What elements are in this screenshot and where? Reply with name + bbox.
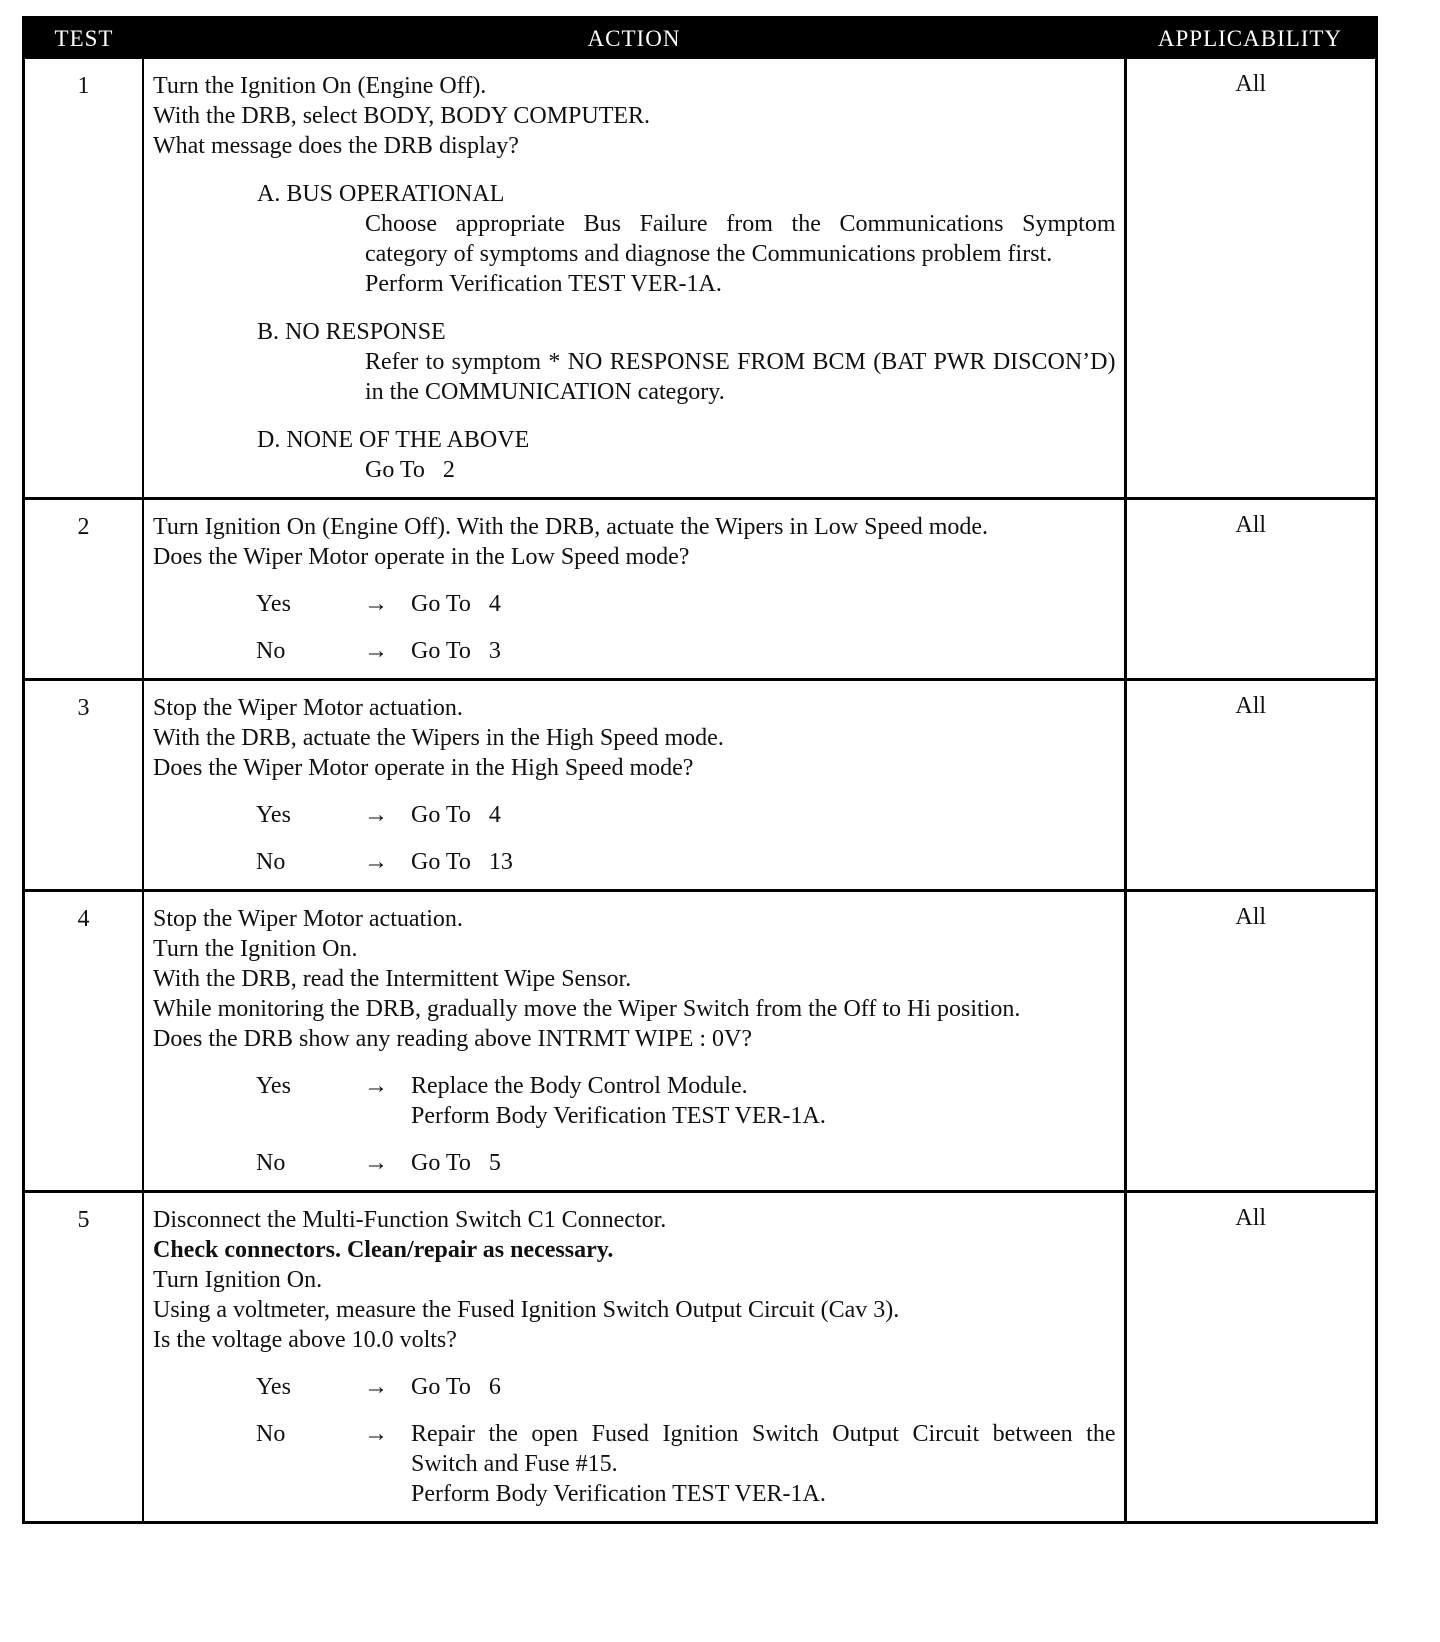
arrow-right-icon: → — [364, 849, 388, 875]
action-line: Turn the Ignition On. — [153, 936, 358, 962]
applicability-cell: All — [1125, 891, 1375, 1192]
option-text: Perform Verification TEST VER-1A. — [365, 271, 722, 297]
branch-label: Yes — [256, 591, 291, 617]
action-line: Turn the Ignition On (Engine Off). — [153, 73, 487, 99]
branch-no — [153, 636, 1116, 666]
action-cell — [143, 891, 1125, 1192]
branch-yes — [153, 1071, 1116, 1131]
action-line: While monitoring the DRB, gradually move the Wiper Switch from the Off to Hi position. — [153, 996, 1021, 1022]
option-label: B. NO RESPONSE — [257, 319, 446, 345]
arrow-right-icon: → — [364, 802, 388, 828]
test-row-1 — [25, 59, 1375, 499]
action-cell — [143, 1192, 1125, 1522]
arrow-right-icon: → — [364, 1374, 388, 1400]
branch-result: Go To 4 — [411, 591, 501, 617]
action-line: What message does the DRB display? — [153, 133, 519, 159]
header-action: ACTION — [143, 19, 1125, 59]
header-test: TEST — [25, 19, 143, 59]
action-line: With the DRB, read the Intermittent Wipe Sensor. — [153, 966, 632, 992]
diagnostic-table — [25, 19, 1375, 1521]
branch-label: Yes — [256, 802, 291, 828]
action-line: Using a voltmeter, measure the Fused Ignition Switch Output Circuit (Cav 3). — [153, 1297, 900, 1323]
branch-label: No — [256, 638, 286, 664]
option-bus-operational — [153, 179, 1116, 299]
action-cell — [143, 499, 1125, 680]
action-cell — [143, 59, 1125, 499]
table-header-row — [25, 19, 1375, 59]
branch-result: Go To 5 — [411, 1150, 501, 1176]
branch-result-line: Repair the open Fused Ignition Switch Output Circuit between the Switch and Fuse #15. — [411, 1421, 1116, 1477]
branch-result: Go To 4 — [411, 802, 501, 828]
action-line: Stop the Wiper Motor actuation. — [153, 906, 463, 932]
action-line-emphasis: Check connectors. Clean/repair as necessary. — [153, 1237, 614, 1263]
arrow-right-icon: → — [364, 1421, 388, 1447]
branch-yes — [153, 800, 1116, 830]
test-row-5 — [25, 1192, 1375, 1522]
branch-result: Go To 3 — [411, 638, 501, 664]
applicability-cell: All — [1125, 680, 1375, 891]
action-line: Is the voltage above 10.0 volts? — [153, 1327, 457, 1353]
applicability-cell: All — [1125, 1192, 1375, 1522]
branch-label: No — [256, 1150, 286, 1176]
option-text: Choose appropriate Bus Failure from the Communications Symptom category of symptoms and diagnose the Communications problem first. — [365, 211, 1116, 267]
arrow-right-icon: → — [364, 591, 388, 617]
branch-result — [411, 1071, 1116, 1131]
test-number: 3 — [25, 680, 143, 891]
branch-result-line: Perform Body Verification TEST VER-1A. — [411, 1481, 826, 1507]
action-line: Does the Wiper Motor operate in the High Speed mode? — [153, 755, 694, 781]
test-number: 5 — [25, 1192, 143, 1522]
action-line: With the DRB, actuate the Wipers in the High Speed mode. — [153, 725, 724, 751]
option-text: Refer to symptom * NO RESPONSE FROM BCM (BAT PWR DISCON’D) in the COMMUNICATION category. — [365, 349, 1116, 405]
option-none-of-the-above — [153, 425, 1116, 485]
branch-result-line: Replace the Body Control Module. — [411, 1073, 748, 1099]
action-line: Does the DRB show any reading above INTRMT WIPE : 0V? — [153, 1026, 753, 1052]
test-number: 1 — [25, 59, 143, 499]
header-applicability: APPLICABILITY — [1125, 19, 1375, 59]
arrow-right-icon: → — [364, 638, 388, 664]
option-label: D. NONE OF THE ABOVE — [257, 427, 530, 453]
branch-no — [153, 1148, 1116, 1178]
arrow-right-icon: → — [364, 1073, 388, 1099]
diagnostic-procedure-sheet — [22, 16, 1378, 1524]
option-label: A. BUS OPERATIONAL — [257, 181, 505, 207]
branch-no — [153, 847, 1116, 877]
test-number: 2 — [25, 499, 143, 680]
test-row-2 — [25, 499, 1375, 680]
applicability-cell: All — [1235, 71, 1267, 97]
action-line: Turn Ignition On. — [153, 1267, 323, 1293]
test-number: 4 — [25, 891, 143, 1192]
branch-label: No — [256, 849, 286, 875]
branch-yes — [153, 1372, 1116, 1402]
action-line: Stop the Wiper Motor actuation. — [153, 695, 463, 721]
branch-label: Yes — [256, 1073, 291, 1099]
branch-yes — [153, 589, 1116, 619]
action-cell — [143, 680, 1125, 891]
option-no-response — [153, 317, 1116, 407]
branch-label: Yes — [256, 1374, 291, 1400]
branch-no — [153, 1419, 1116, 1509]
branch-result — [411, 1419, 1116, 1509]
branch-result-line: Perform Body Verification TEST VER-1A. — [411, 1103, 826, 1129]
action-line: With the DRB, select BODY, BODY COMPUTER. — [153, 103, 651, 129]
applicability-cell: All — [1125, 499, 1375, 680]
option-text: Go To 2 — [365, 457, 455, 483]
branch-result: Go To 6 — [411, 1374, 501, 1400]
arrow-right-icon: → — [364, 1150, 388, 1176]
branch-result: Go To 13 — [411, 849, 513, 875]
action-line: Turn Ignition On (Engine Off). With the DRB, actuate the Wipers in Low Speed mode. — [153, 514, 989, 540]
branch-label: No — [256, 1421, 286, 1447]
test-row-4 — [25, 891, 1375, 1192]
test-row-3 — [25, 680, 1375, 891]
action-line: Disconnect the Multi-Function Switch C1 Connector. — [153, 1207, 667, 1233]
action-line: Does the Wiper Motor operate in the Low Speed mode? — [153, 544, 690, 570]
